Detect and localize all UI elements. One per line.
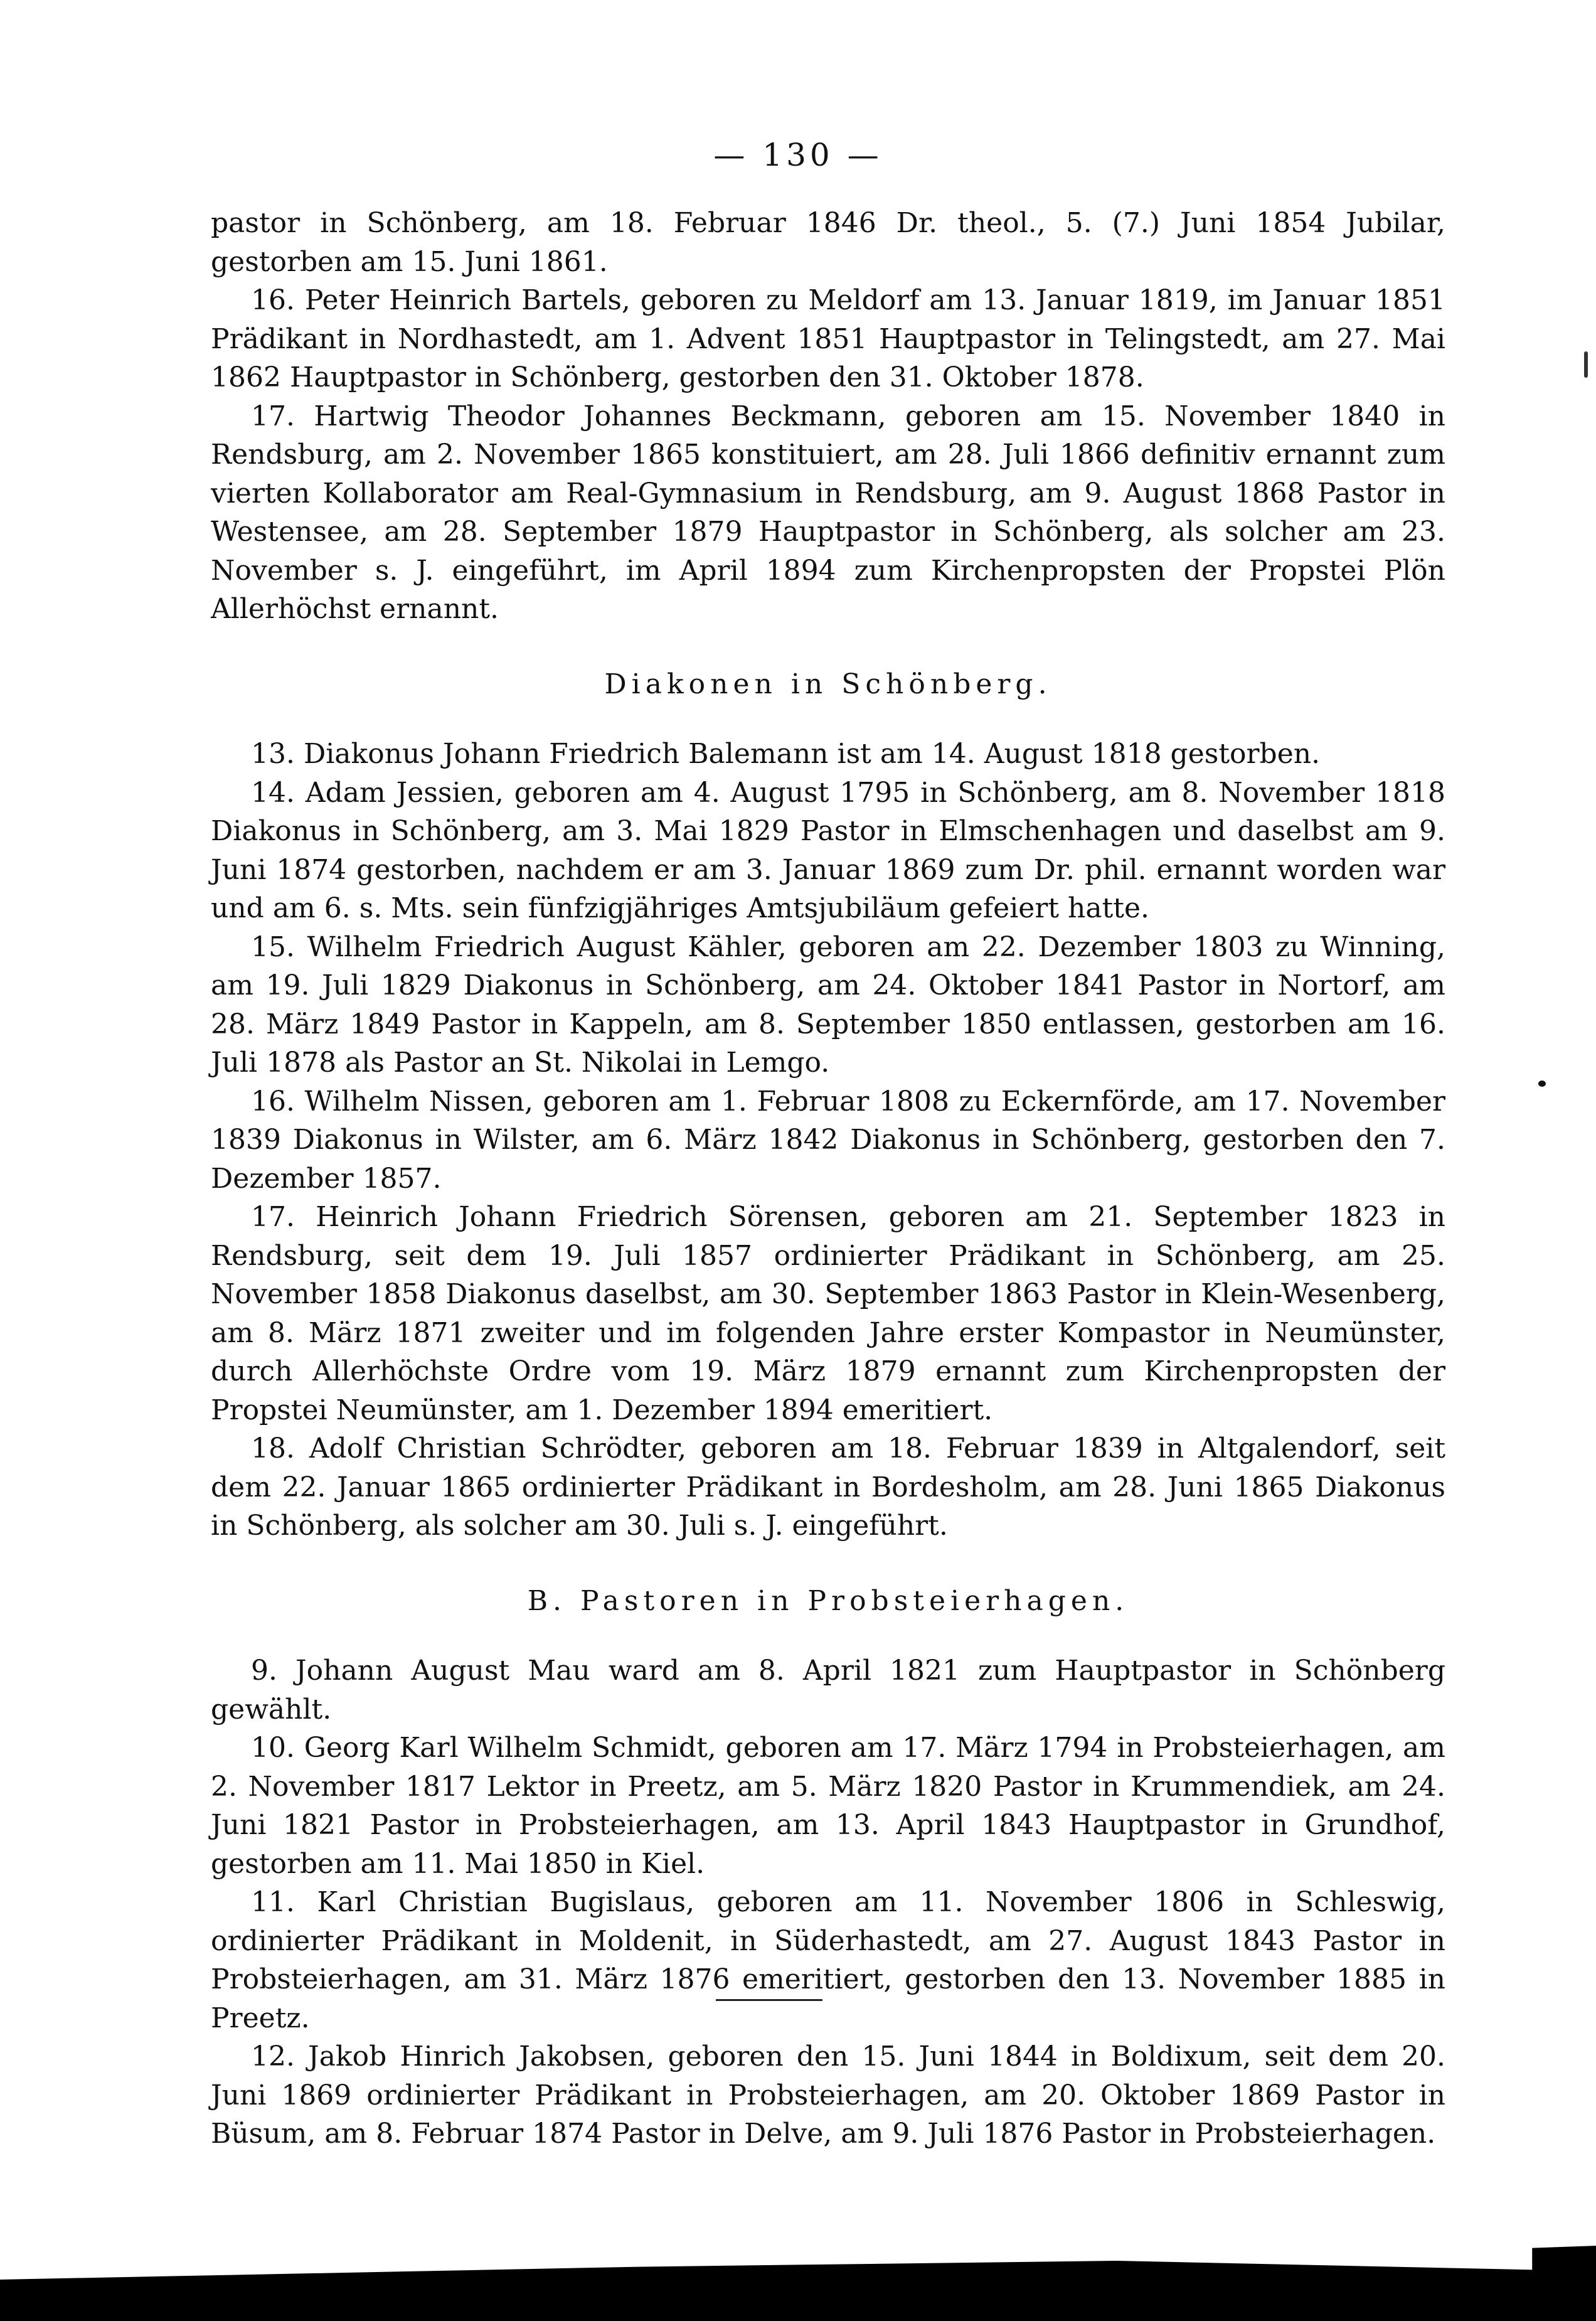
paragraph-entry-14-jessien: 14. Adam Jessien, geboren am 4. August 1795 in Schönberg, am 8. November 1818 Diakonus in Schönberg, am 3. Mai 1829 Pastor in Elmschenhagen und daselbst am 9. Juni 1874 gestorben, nachdem er am 3. Januar 1869 zum Dr. phil. ernannt worden war und am 6. s. Mts. sein fünfzigjähriges Amtsjubiläum gefeiert hatte.	[211, 776, 1445, 924]
paragraph-entry-10-schmidt: 10. Georg Karl Wilhelm Schmidt, geboren am 17. März 1794 in Probsteierhagen, am 2. November 1817 Lektor in Preetz, am 5. März 1820 Pastor in Krummendiek, am 24. Juni 1821 Pastor in Probsteierhagen, am 13. April 1843 Hauptpastor in Grundhof, gestorben am 11. Mai 1850 in Kiel.	[211, 1732, 1445, 1880]
paragraph-entry-15-kaehler: 15. Wilhelm Friedrich August Kähler, geboren am 22. Dezember 1803 zu Winning, am 19. Juli 1829 Diakonus in Schönberg, am 24. Oktober 1841 Pastor in Nortorf, am 28. März 1849 Pastor in Kappeln, am 8. September 1850 entlassen, gestorben am 16. Juli 1878 als Pastor an St. Nikolai in Lemgo.	[211, 931, 1445, 1079]
paragraph-entry-16-nissen: 16. Wilhelm Nissen, geboren am 1. Februar 1808 zu Eckernförde, am 17. November 1839 Diakonus in Wilster, am 6. März 1842 Diakonus in Schönberg, gestorben den 7. Dezember 1857.	[211, 1085, 1445, 1195]
paragraph-entry-17-soerensen: 17. Heinrich Johann Friedrich Sörensen, geboren am 21. September 1823 in Rendsburg, seit dem 19. Juli 1857 ordinierter Prädikant in Schönberg, am 25. November 1858 Diakonus daselbst, am 30. September 1863 Pastor in Klein-Wesenberg, am 8. März 1871 zweiter und im folgenden Jahre erster Kompastor in Neumünster, durch Allerhöchste Ordre vom 19. März 1879 ernannt zum Kirchenpropsten der Propstei Neumünster, am 1. Dezember 1894 emeritiert.	[211, 1201, 1445, 1426]
section-diakonen-schoenberg	[211, 665, 1445, 1545]
section-hauptpastoren-schoenberg-continued	[211, 204, 1445, 629]
scan-ink-dot	[1538, 1080, 1546, 1087]
paragraph-entry-16-bartels: 16. Peter Heinrich Bartels, geboren zu Meldorf am 13. Januar 1819, im Januar 1851 Prädikant in Nordhastedt, am 1. Advent 1851 Hauptpastor in Telingstedt, am 27. Mai 1862 Hauptpastor in Schönberg, gestorben den 31. Oktober 1878.	[211, 284, 1445, 393]
page-number: — 130 —	[713, 137, 883, 173]
text-column	[211, 204, 1445, 2153]
paragraph-entry-18-schroedter: 18. Adolf Christian Schrödter, geboren am 18. Februar 1839 in Altgalendorf, seit dem 22. Januar 1865 ordinierter Prädikant in Bordesholm, am 28. Juni 1865 Diakonus in Schönberg, als solcher am 30. Juli s. J. eingeführt.	[211, 1433, 1445, 1542]
section-pastoren-probsteierhagen	[211, 1582, 1445, 2153]
paragraph-entry-13-balemann: 13. Diakonus Johann Friedrich Balemann ist am 14. August 1818 gestorben.	[251, 738, 1321, 770]
section-heading: Diakonen in Schönberg.	[604, 668, 1052, 700]
paragraph-entry-12-jakobsen: 12. Jakob Hinrich Jakobsen, geboren den 15. Juni 1844 in Boldixum, seit dem 20. Juni 1869 ordinierter Prädikant in Probsteierhagen, am 20. Oktober 1869 Pastor in Büsum, am 8. Februar 1874 Pastor in Delve, am 9. Juli 1876 Pastor in Probsteierhagen.	[211, 2041, 1445, 2150]
section-heading: B. Pastoren in Probsteierhagen.	[527, 1584, 1129, 1617]
paragraph-entry-17-beckmann: 17. Hartwig Theodor Johannes Beckmann, geboren am 15. November 1840 in Rendsburg, am 2. November 1865 konstituiert, am 28. Juli 1866 definitiv ernannt zum vierten Kollaborator am Real-Gymnasium in Rendsburg, am 9. August 1868 Pastor in Westensee, am 28. September 1879 Hauptpastor in Schönberg, als solcher am 23. November s. J. eingeführt, im April 1894 zum Kirchenpropsten der Propstei Plön Allerhöchst ernannt.	[211, 400, 1445, 625]
paragraph-entry-11-bugislaus: 11. Karl Christian Bugislaus, geboren am 11. November 1806 in Schleswig, ordinierter Prädikant in Moldenit, in Süderhastedt, am 27. August 1843 Pastor in Probsteierhagen, am 31. März 1876 emeritiert, gestorben den 13. November 1885 in Preetz.	[211, 1886, 1445, 2034]
paragraph-entry-9-mau: 9. Johann August Mau ward am 8. April 1821 zum Hauptpastor in Schönberg gewählt.	[211, 1655, 1445, 1726]
scan-margin-mark	[1584, 351, 1588, 378]
paragraph-continuation: pastor in Schönberg, am 18. Februar 1846 Dr. theol., 5. (7.) Juni 1854 Jubilar, gestorben am 15. Juni 1861.	[211, 207, 1445, 278]
scan-bottom-edge	[0, 2246, 1596, 2321]
end-rule-divider	[716, 1999, 822, 2001]
